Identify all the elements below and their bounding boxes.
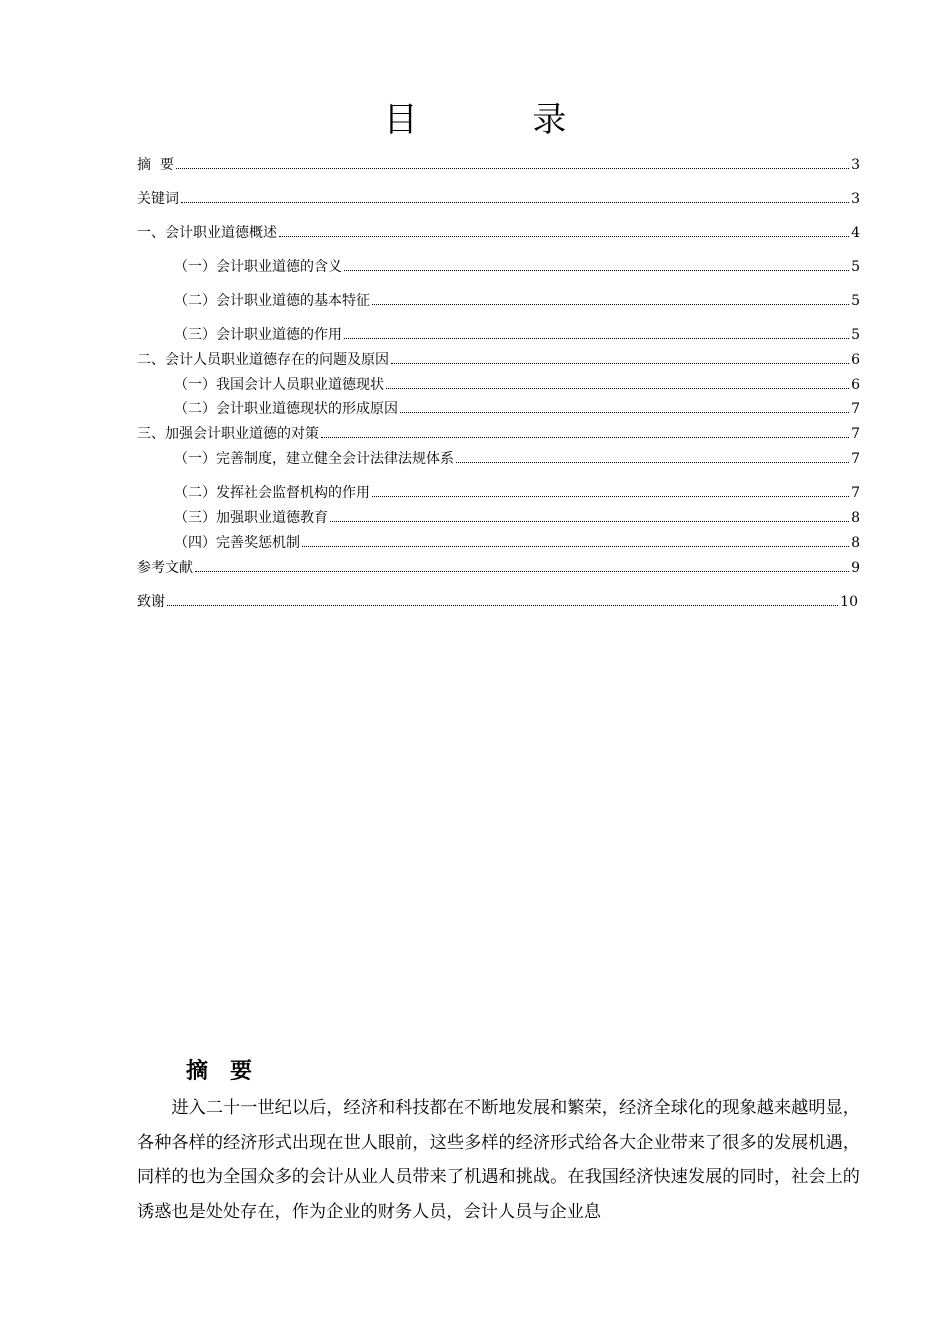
toc-entry-label: （一）会计职业道德的含义 bbox=[174, 259, 342, 275]
toc-entry-label: 关键词 bbox=[137, 191, 179, 207]
toc-leader-dots bbox=[321, 436, 849, 438]
toc-entry-section-1-3[interactable] bbox=[174, 326, 860, 344]
toc-entry-section-2-1[interactable] bbox=[174, 376, 860, 394]
toc-entry-references[interactable] bbox=[137, 559, 860, 577]
toc-entry-label: 二、会计人员职业道德存在的问题及原因 bbox=[137, 352, 389, 368]
toc-leader-dots bbox=[386, 387, 849, 389]
toc-entry-label: 致谢 bbox=[137, 594, 165, 610]
abstract-body: 进入二十一世纪以后，经济和科技都在不断地发展和繁荣，经济全球化的现象越来越明显，各种各样的经济形式出现在世人眼前，这些多样的经济形式给各大企业带来了很多的发展机遇，同样的也为全国众多的会计从业人员带来了机遇和挑战。在我国经济快速发展的同时，社会上的诱惑也是处处存在，作为企业的财务人员，会计人员与企业息 bbox=[137, 1098, 860, 1222]
toc-entry-page: 6 bbox=[851, 352, 860, 368]
toc-leader-dots bbox=[195, 570, 849, 572]
toc-entry-page: 8 bbox=[851, 510, 860, 526]
toc-entry-label: （一）我国会计人员职业道德现状 bbox=[174, 377, 384, 393]
toc-entry-label: （二）会计职业道德现状的形成原因 bbox=[174, 401, 398, 417]
toc-leader-dots bbox=[344, 269, 849, 271]
toc-entry-label: （三）加强职业道德教育 bbox=[174, 510, 328, 526]
toc-entry-label: （二）会计职业道德的基本特征 bbox=[174, 293, 370, 309]
toc-entry-page: 5 bbox=[851, 259, 860, 275]
toc-entry-section-3-2[interactable] bbox=[174, 484, 860, 502]
toc-leader-dots bbox=[167, 604, 838, 606]
toc-entry-page: 10 bbox=[840, 594, 858, 610]
toc-leader-dots bbox=[391, 362, 849, 364]
toc-entry-label: （二）发挥社会监督机构的作用 bbox=[174, 485, 370, 501]
toc-entry-section-1-2[interactable] bbox=[174, 292, 860, 310]
toc-entry-page: 6 bbox=[851, 377, 860, 393]
toc-entry-section-1-1[interactable] bbox=[174, 258, 860, 276]
toc-entry-page: 8 bbox=[851, 535, 860, 551]
toc-entry-section-2-2[interactable] bbox=[174, 400, 860, 418]
toc-entry-section-3-4[interactable] bbox=[174, 534, 860, 552]
toc-entry-page: 7 bbox=[851, 485, 860, 501]
toc-entry-section-1[interactable] bbox=[137, 224, 860, 242]
toc-entry-page: 3 bbox=[851, 157, 860, 173]
toc-leader-dots bbox=[279, 235, 849, 237]
toc-entry-section-3[interactable] bbox=[137, 425, 860, 443]
toc-entry-page: 3 bbox=[851, 191, 860, 207]
toc-leader-dots bbox=[400, 411, 849, 413]
toc-entry-label: 摘 要 bbox=[137, 157, 174, 173]
toc-leader-dots bbox=[176, 167, 849, 169]
toc-entry-page: 7 bbox=[851, 451, 860, 467]
toc-entry-page: 7 bbox=[851, 401, 860, 417]
toc-entry-page: 5 bbox=[851, 327, 860, 343]
toc-leader-dots bbox=[302, 545, 849, 547]
toc-entry-page: 9 bbox=[851, 560, 860, 576]
toc-leader-dots bbox=[456, 461, 849, 463]
toc-entry-label: 三、加强会计职业道德的对策 bbox=[137, 426, 319, 442]
toc-entry-abstract[interactable] bbox=[137, 156, 860, 174]
abstract-heading: 摘要 bbox=[186, 1059, 275, 1084]
toc-entry-label: 参考文献 bbox=[137, 560, 193, 576]
toc-leader-dots bbox=[344, 337, 849, 339]
toc-entry-section-2[interactable] bbox=[137, 351, 860, 369]
toc-entry-page: 7 bbox=[851, 426, 860, 442]
toc-leader-dots bbox=[330, 520, 849, 522]
toc-entry-label: （四）完善奖惩机制 bbox=[174, 535, 300, 551]
toc-leader-dots bbox=[372, 495, 849, 497]
toc-leader-dots bbox=[372, 303, 849, 305]
toc-entry-page: 5 bbox=[851, 293, 860, 309]
toc-title: 目 录 bbox=[383, 100, 619, 140]
toc-entry-section-3-3[interactable] bbox=[174, 509, 860, 527]
toc-entry-acknowledgements[interactable] bbox=[137, 593, 858, 611]
toc-entry-label: （三）会计职业道德的作用 bbox=[174, 327, 342, 343]
toc-entry-label: （一）完善制度，建立健全会计法律法规体系 bbox=[174, 451, 454, 467]
toc-entry-page: 4 bbox=[851, 225, 860, 241]
toc-leader-dots bbox=[181, 201, 849, 203]
toc-entry-label: 一、会计职业道德概述 bbox=[137, 225, 277, 241]
toc-entry-keywords[interactable] bbox=[137, 190, 860, 208]
toc-entry-section-3-1[interactable] bbox=[174, 450, 860, 468]
